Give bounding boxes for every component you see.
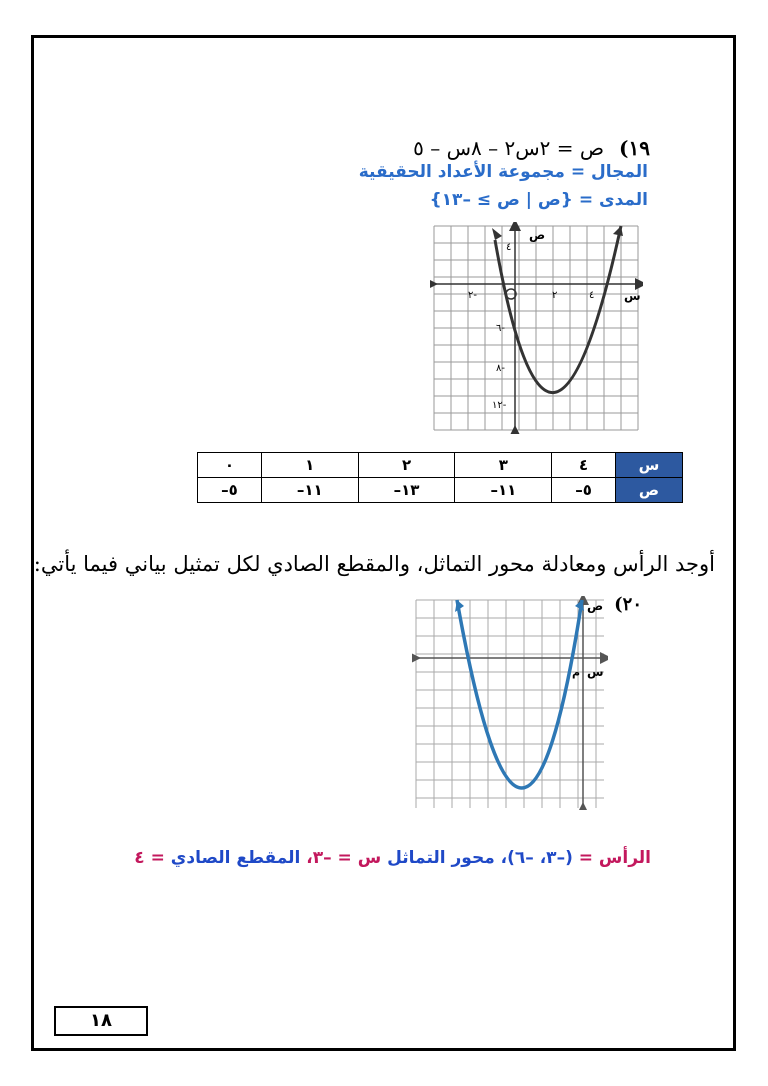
answer-axis-value: س = –٣، bbox=[300, 848, 382, 868]
graph-19-tick-xneg2: ٢- bbox=[468, 290, 477, 301]
problem-19-graph bbox=[430, 222, 643, 434]
table-cell: ٣ bbox=[455, 453, 552, 478]
graph-19-tick-yneg4: ٦- bbox=[496, 323, 505, 334]
problem-20-graph bbox=[412, 596, 608, 810]
table-cell: ٠ bbox=[198, 453, 262, 478]
problem-19-function: ص = ٢س٢ – ٨س – ٥ bbox=[413, 136, 605, 160]
answer-axis-label: محور التماثل bbox=[381, 848, 495, 868]
problem-19-range: المدى = {ص | ص ≥ –١٣} bbox=[429, 190, 648, 210]
table-row-y bbox=[198, 478, 683, 503]
answer-vertex-label: الرأس = bbox=[572, 848, 651, 868]
answer-vertex-value: (–٣، –٦)، bbox=[494, 848, 573, 868]
table-cell: ٥– bbox=[198, 478, 262, 503]
graph-20-origin-label: م bbox=[572, 666, 581, 679]
graph-19-tick-yneg8: ٨- bbox=[496, 363, 505, 374]
graph-19-tick-x4: ٤ bbox=[589, 290, 595, 301]
graph-20-x-axis-label: س bbox=[587, 665, 604, 679]
graph-20-parabola bbox=[457, 600, 582, 788]
values-table bbox=[197, 452, 683, 503]
page-frame bbox=[31, 35, 736, 1051]
graph-19-tick-yneg12: ١٢- bbox=[492, 400, 507, 411]
table-header-x: س bbox=[616, 453, 683, 478]
table-cell: ٥– bbox=[552, 478, 616, 503]
table-cell: ١ bbox=[261, 453, 358, 478]
graph-19-tick-y4: ٤ bbox=[506, 242, 512, 253]
graph-19-x-axis-label: س bbox=[624, 289, 641, 303]
answer-intercept-value: = ٤ bbox=[134, 848, 165, 868]
table-cell: ٤ bbox=[552, 453, 616, 478]
answer-intercept-label: المقطع الصادي bbox=[164, 848, 301, 868]
problem-19-equation bbox=[413, 136, 650, 160]
table-cell: ١١– bbox=[455, 478, 552, 503]
page-number: ١٨ bbox=[54, 1006, 148, 1036]
graph-19-grid bbox=[434, 226, 638, 430]
problem-19-number: ١٩) bbox=[619, 136, 650, 160]
problem-20-answer bbox=[134, 848, 651, 868]
table-header-y: ص bbox=[616, 478, 683, 503]
table-cell: ١٣– bbox=[358, 478, 455, 503]
table-cell: ١١– bbox=[261, 478, 358, 503]
table-row-x bbox=[198, 453, 683, 478]
graph-19-parabola bbox=[495, 226, 621, 393]
exercise-instruction: أوجد الرأس ومعادلة محور التماثل، والمقطع الصادي لكل تمثيل بياني فيما يأتي: bbox=[33, 552, 715, 576]
graph-19-y-axis-label: ص bbox=[529, 228, 546, 242]
problem-20-number: ٢٠) bbox=[614, 594, 642, 615]
graph-20-y-axis-label: ص bbox=[587, 599, 604, 613]
table-cell: ٢ bbox=[358, 453, 455, 478]
problem-19-domain: المجال = مجموعة الأعداد الحقيقية bbox=[358, 162, 648, 182]
graph-19-tick-x2: ٢ bbox=[552, 290, 558, 301]
